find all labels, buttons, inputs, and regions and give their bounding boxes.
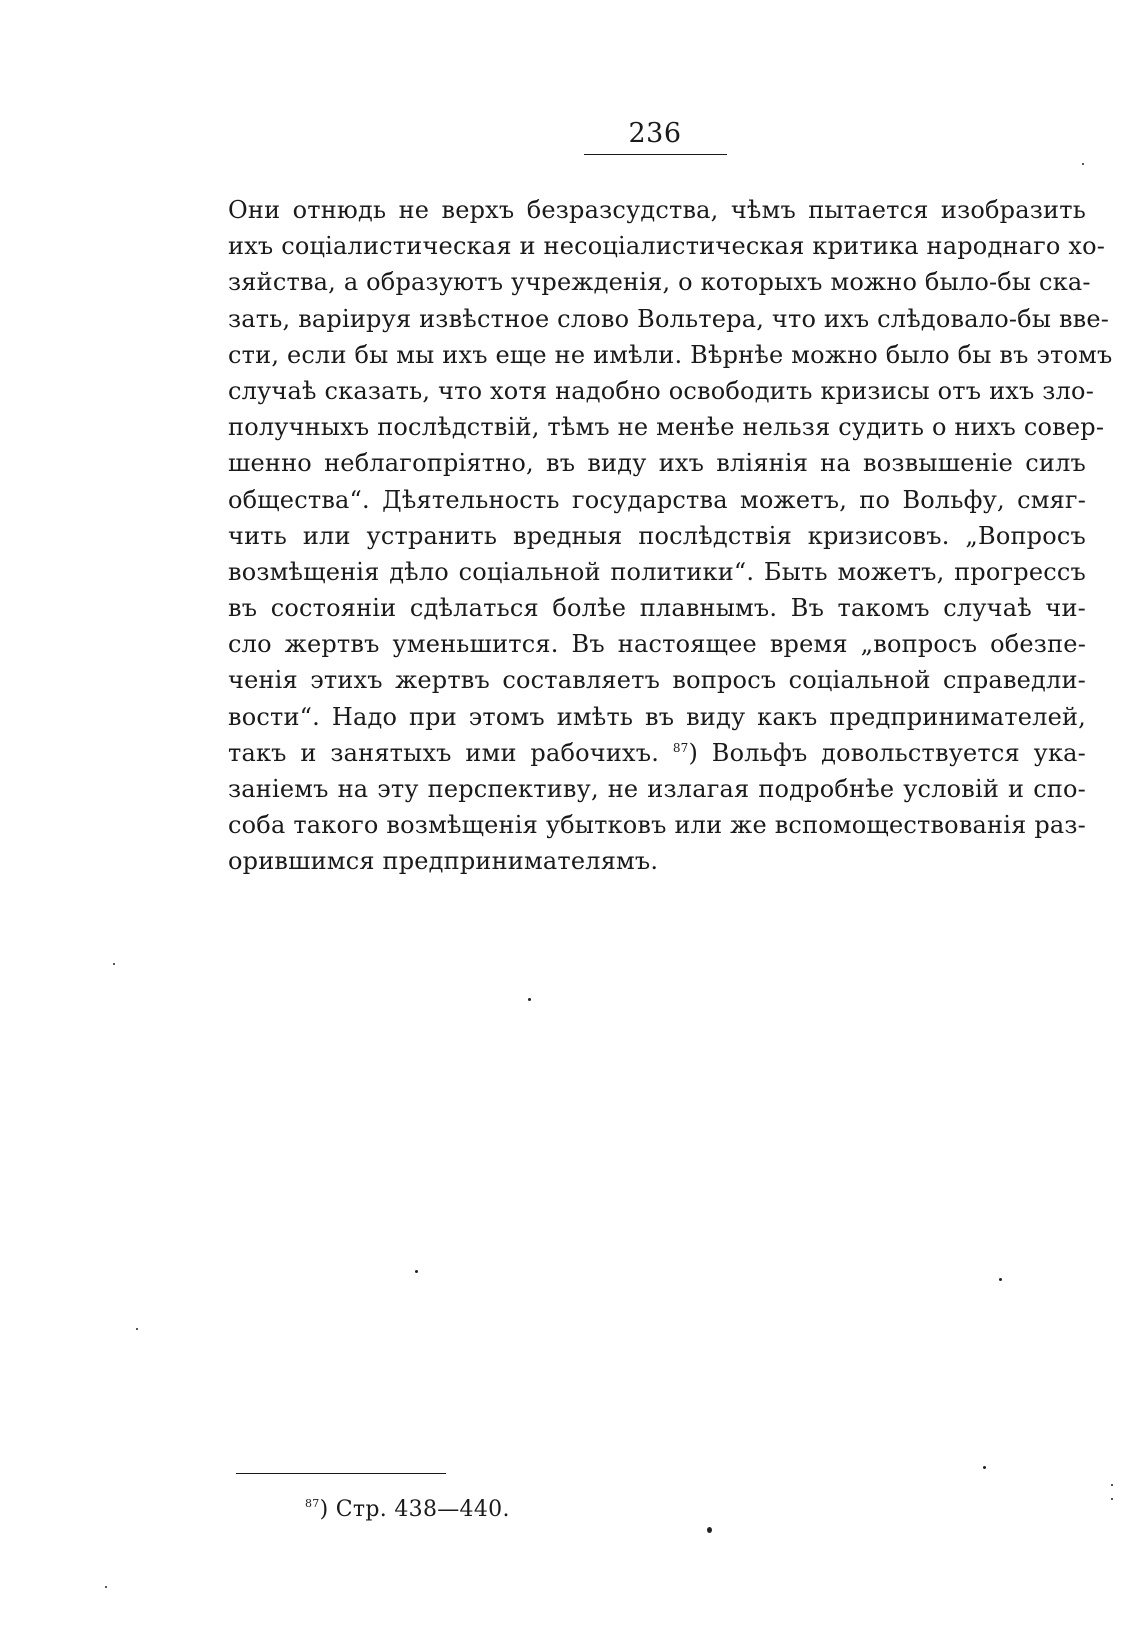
scan-speck <box>113 963 115 965</box>
footnote-mark: 87 <box>305 1497 320 1510</box>
main-paragraph <box>228 192 1113 880</box>
text-line: ихъ соціалистическая и несоціалистическая критика народнаго хо- <box>228 232 1106 261</box>
text-line: получныхъ послѣдствій, тѣмъ не менѣе нельзя судить о нихъ совер- <box>228 413 1105 442</box>
text-line: чить или устранить вредныя послѣдствія кризисовъ. „Вопросъ <box>228 521 1086 550</box>
text-line-end: ) Вольфъ довольствуется ука- <box>688 738 1086 767</box>
text-line: сти, если бы мы ихъ еще не имѣли. Вѣрнѣе можно было бы въ этомъ <box>228 340 1113 369</box>
scan-speck <box>136 1328 138 1330</box>
scan-speck <box>999 1278 1002 1281</box>
footnote-ref-mark[interactable]: 87 <box>672 740 689 755</box>
text-line: возмѣщенія дѣло соціальной политики“. Быть можетъ, прогрессъ <box>228 557 1086 586</box>
text-line: орившимся предпринимателямъ. <box>228 847 659 876</box>
page-number: 236 <box>628 118 682 149</box>
scan-speck <box>105 1586 107 1588</box>
text-line: зяйства, а образуютъ учрежденія, о которыхъ можно было-бы ска- <box>228 268 1091 297</box>
text-line: сло жертвъ уменьшится. Въ настоящее время „вопросъ обезпе- <box>228 630 1086 659</box>
scan-speck <box>528 998 531 1001</box>
text-line: общества“. Дѣятельность государства можетъ, по Вольфу, смяг- <box>228 485 1086 514</box>
text-line: случаѣ сказать, что хотя надобно освободить кризисы отъ ихъ зло- <box>228 376 1095 405</box>
footnote <box>305 1497 510 1522</box>
text-line: Они отнюдь не верхъ безразсудства, чѣмъ пытается изобразить <box>228 196 1086 224</box>
text-line: заніемъ на эту перспективу, не излагая подробнѣе условій и спо- <box>228 775 1086 803</box>
scan-speck <box>1082 163 1084 165</box>
scan-speck <box>1111 1484 1113 1486</box>
text-line: зать, варіируя извѣстное слово Вольтера, что ихъ слѣдовало-бы вве- <box>228 304 1110 333</box>
footnote-rule <box>236 1473 446 1474</box>
header-rule <box>584 154 727 155</box>
text-line: соба такого возмѣщенія убытковъ или же вспомоществованія раз- <box>228 811 1086 840</box>
scan-speck <box>707 1527 712 1533</box>
text-line: въ состояніи сдѣлаться болѣе плавнымъ. Въ такомъ случаѣ чи- <box>228 594 1086 623</box>
scan-speck <box>983 1466 986 1469</box>
scan-speck <box>1111 1498 1113 1500</box>
text-line-start: такъ и занятыхъ ими рабочихъ. <box>228 738 660 767</box>
text-line-with-footnote-ref <box>228 735 1086 771</box>
footnote-text: ) Стр. 438—440. <box>319 1497 510 1522</box>
text-line: ченія этихъ жертвъ составляетъ вопросъ соціальной справедли- <box>228 666 1086 695</box>
text-line: вости“. Надо при этомъ имѣть въ виду какъ предпринимателей, <box>228 702 1086 731</box>
scan-speck <box>415 1270 418 1273</box>
text-line: шенно неблагопріятно, въ виду ихъ вліянія на возвышеніе силъ <box>228 449 1086 478</box>
